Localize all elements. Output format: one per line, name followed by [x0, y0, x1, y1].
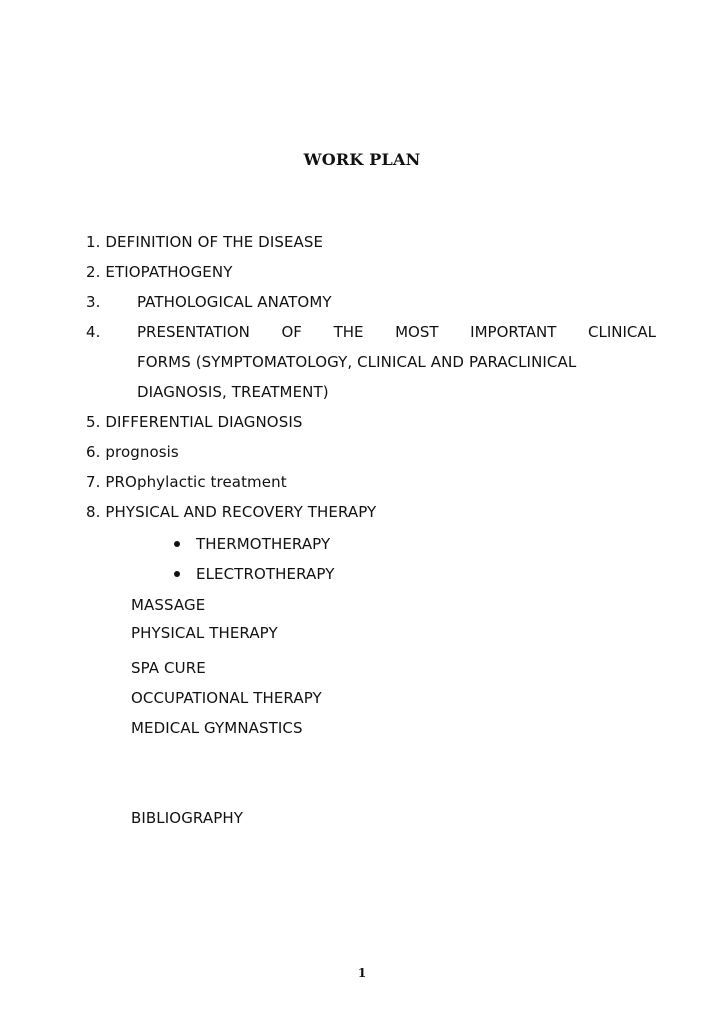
list-item-1: 1. DEFINITION OF THE DISEASE [86, 233, 324, 251]
subitem-physical-therapy: PHYSICAL THERAPY [131, 624, 278, 642]
bibliography-heading: BIBLIOGRAPHY [131, 809, 243, 827]
bullet-item-thermotherapy: THERMOTHERAPY [196, 535, 331, 553]
word: CLINICAL [588, 323, 656, 341]
list-item-2: 2. ETIOPATHOGENY [86, 263, 233, 281]
list-item-4-line-3: DIAGNOSIS, TREATMENT) [137, 383, 329, 401]
word: THE [333, 323, 364, 341]
word: IMPORTANT [470, 323, 557, 341]
list-item-4-line-1 [137, 322, 656, 342]
bullet-item-electrotherapy: ELECTROTHERAPY [196, 565, 335, 583]
word: OF [281, 323, 302, 341]
list-item-4-line-2: FORMS (SYMPTOMATOLOGY, CLINICAL AND PARACLINICAL [137, 353, 577, 371]
list-item-3: PATHOLOGICAL ANATOMY [137, 293, 332, 311]
list-item-5: 5. DIFFERENTIAL DIAGNOSIS [86, 413, 303, 431]
subitem-spa-cure: SPA CURE [131, 659, 206, 677]
subitem-massage: MASSAGE [131, 596, 206, 614]
bullet-icon [174, 571, 180, 577]
bullet-icon [174, 541, 180, 547]
page-number: 1 [357, 966, 367, 980]
list-item-7: 7. PROphylactic treatment [86, 473, 287, 491]
list-item-3-number: 3. [86, 293, 101, 311]
list-item-6: 6. prognosis [86, 443, 179, 461]
page-title: WORK PLAN [303, 150, 421, 169]
subitem-medical-gymnastics: MEDICAL GYMNASTICS [131, 719, 303, 737]
list-item-4-number: 4. [86, 323, 101, 341]
word: MOST [395, 323, 439, 341]
word: PRESENTATION [137, 323, 250, 341]
subitem-occupational-therapy: OCCUPATIONAL THERAPY [131, 689, 322, 707]
list-item-8: 8. PHYSICAL AND RECOVERY THERAPY [86, 503, 377, 521]
